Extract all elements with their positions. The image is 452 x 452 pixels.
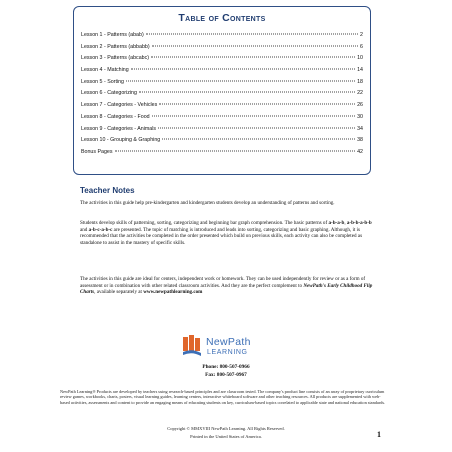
toc-entry-label: Lesson 2 - Patterns (abbabb): [81, 43, 150, 50]
toc-entry[interactable]: [81, 67, 363, 79]
toc-entry-label: Bonus Pages: [81, 148, 113, 155]
toc-leader-dots: [126, 80, 355, 81]
page-number: 1: [377, 430, 381, 439]
toc-entry-page: 10: [357, 55, 363, 62]
logo-subtitle: LEARNING: [207, 349, 248, 356]
flip-charts-title: NewPath's Early Childhood Flip Charts: [80, 282, 373, 296]
toc-title: Table of Contents: [178, 12, 266, 24]
notes-paragraph-2-text: Students develop skills of patterning, sorting, categorizing and beginning bar graph comprehension. The basic patterns of: [80, 220, 329, 226]
toc-entry-label: Lesson 7 - Categories - Vehicles: [81, 102, 158, 109]
notes-paragraph-2-text: ,: [344, 220, 347, 226]
toc-leader-dots: [152, 115, 355, 116]
toc-entry-label: Lesson 9 - Categories - Animals: [81, 125, 157, 132]
notes-paragraph-2: [80, 220, 380, 246]
toc-entry-label: Lesson 5 - Sorting: [81, 78, 124, 85]
toc-entry[interactable]: [81, 114, 363, 126]
toc-entry[interactable]: [81, 90, 363, 102]
toc-entry-page: 30: [357, 113, 363, 120]
teacher-notes-heading: Teacher Notes: [80, 186, 135, 195]
toc-entry-page: 34: [357, 125, 363, 132]
book-logo-icon: [183, 335, 203, 357]
toc-entry-label: Lesson 10 - Grouping & Graphing: [81, 137, 161, 144]
toc-leader-dots: [158, 127, 355, 128]
toc-leader-dots: [162, 139, 355, 140]
toc-entry-page: 26: [357, 102, 363, 109]
phone-number: Phone: 800-507-0966: [202, 364, 250, 370]
toc-entry-page: 22: [357, 90, 363, 97]
notes-paragraph-1: The activities in this guide help pre-kindergarten and kindergarten students develop an understanding of patterns and sorting.: [80, 200, 335, 206]
website-link[interactable]: www.newpathlearning.com: [143, 289, 203, 296]
notes-paragraph-2-text: are presented. The topic of matching is introduced and leads into sorting, categorizing and basic graphing. Although, it is recommended that the activities be completed in the order presented which build on previous skills, each activity can also be completed as standalone to assist in the mastery of specific skills.: [80, 226, 363, 246]
newpath-logo: [183, 335, 263, 363]
toc-entry-page: 6: [360, 43, 363, 50]
toc-entry-label: Lesson 3 - Patterns (abcabc): [81, 55, 150, 62]
toc-entry-label: Lesson 4 - Matching: [81, 67, 129, 74]
copyright-line: Copyright © MMXVIII NewPath Learning. All Rights Reserved.: [167, 426, 285, 431]
toc-entry-label: Lesson 8 - Categories - Food: [81, 113, 150, 120]
notes-paragraph-2-text: and: [80, 226, 89, 233]
toc-entry[interactable]: [81, 79, 363, 91]
printed-in-line: Printed in the United States of America.: [190, 434, 262, 439]
toc-leader-dots: [146, 34, 358, 35]
notes-paragraph-3-text: , available separately at: [94, 289, 144, 296]
toc-entry[interactable]: [81, 137, 363, 149]
toc-entry-page: 42: [357, 148, 363, 155]
notes-paragraph-3-text: The activities in this guide are ideal for centers, independent work or homework. They can be used independently for review or as a form of assessment or in combination with other related classroom activities. And they are the perfect complement to: [80, 276, 366, 289]
pattern-abbabb: a-b-b-a-b-b: [346, 220, 372, 226]
company-description: NewPath Learning® Products are developed by teachers using research-based principles and are classroom tested. The company's product line consists of an array of proprietary curriculum review games, workbooks, charts, posters, visual learning guides, learning centers, interactive whiteboard software and other teaching resources. All products are supplemented with web-based activities, assessments and content to provide an engaging means of educating students on key, curriculum-based topics correlated to applicable state and national education standards.: [60, 389, 386, 405]
toc-entry-page: 2: [360, 32, 363, 38]
toc-entry-label: Lesson 1 - Patterns (abab): [81, 32, 144, 38]
table-of-contents: [73, 6, 371, 175]
toc-leader-dots: [139, 92, 355, 93]
pattern-abab: a-b-a-b: [328, 220, 345, 226]
toc-entry[interactable]: [81, 55, 363, 67]
toc-entry-page: 18: [357, 78, 363, 85]
toc-leader-dots: [159, 104, 355, 105]
toc-leader-dots: [152, 45, 358, 46]
toc-leader-dots: [151, 57, 355, 58]
toc-entry[interactable]: [81, 44, 363, 56]
toc-entry[interactable]: [81, 102, 363, 114]
toc-entry[interactable]: [81, 32, 363, 44]
toc-entry[interactable]: [81, 126, 363, 138]
toc-entry-page: 14: [357, 67, 363, 74]
pattern-abcabc: a-b-c-a-b-c: [88, 226, 113, 233]
fax-number: Fax: 800-507-0967: [205, 372, 247, 378]
logo-wordmark: NewPath: [206, 336, 251, 348]
toc-leader-dots: [115, 150, 356, 151]
toc-list: [81, 32, 363, 161]
toc-entry-page: 38: [357, 137, 363, 144]
notes-paragraph-3: [80, 276, 380, 296]
toc-leader-dots: [131, 69, 355, 70]
toc-entry[interactable]: [81, 149, 363, 161]
toc-entry-label: Lesson 6 - Categorizing: [81, 90, 137, 97]
